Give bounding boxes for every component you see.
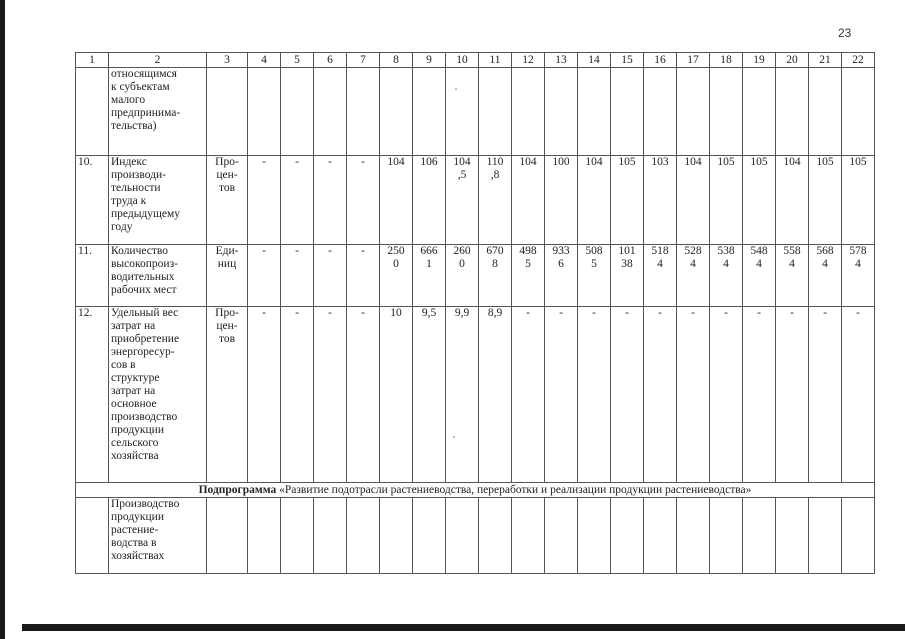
empty-cell bbox=[611, 498, 644, 574]
value-cell: 105 bbox=[611, 156, 644, 245]
value-cell: - bbox=[512, 307, 545, 483]
indicator-name-cell: относящимся к субъектам малого предпринима- тельства) bbox=[109, 68, 207, 156]
value-cell: 105 bbox=[710, 156, 743, 245]
empty-cell bbox=[413, 68, 446, 156]
column-number-cell: 4 bbox=[248, 53, 281, 68]
bottom-page-edge bbox=[22, 624, 905, 631]
value-cell: 9,9 bbox=[446, 307, 479, 483]
empty-cell bbox=[512, 498, 545, 574]
indicator-row bbox=[76, 498, 875, 574]
row-number-cell bbox=[76, 68, 109, 156]
value-cell: 538 4 bbox=[710, 245, 743, 307]
column-number-cell: 7 bbox=[347, 53, 380, 68]
column-number-cell: 2 bbox=[109, 53, 207, 68]
left-page-edge bbox=[0, 0, 5, 639]
value-cell: 933 6 bbox=[545, 245, 578, 307]
value-cell: - bbox=[776, 307, 809, 483]
indicator-row bbox=[76, 307, 875, 483]
row-number-cell: 12. bbox=[76, 307, 109, 483]
value-cell: 105 bbox=[809, 156, 842, 245]
empty-cell bbox=[314, 68, 347, 156]
column-number-cell: 11 bbox=[479, 53, 512, 68]
value-cell: 578 4 bbox=[842, 245, 875, 307]
value-cell: 106 bbox=[413, 156, 446, 245]
row-number-cell bbox=[76, 498, 109, 574]
value-cell: 518 4 bbox=[644, 245, 677, 307]
value-cell: 528 4 bbox=[677, 245, 710, 307]
value-cell: 568 4 bbox=[809, 245, 842, 307]
empty-cell bbox=[842, 498, 875, 574]
value-cell: - bbox=[611, 307, 644, 483]
page-number: 23 bbox=[838, 26, 852, 40]
row-number-cell: 10. bbox=[76, 156, 109, 245]
column-number-cell: 1 bbox=[76, 53, 109, 68]
indicator-name-cell: Удельный вес затрат на приобретение энергоресур- сов в структуре затрат на основное производство продукции сельского хозяйства bbox=[109, 307, 207, 483]
unit-cell: Про- цен- тов bbox=[207, 307, 248, 483]
column-number-cell: 17 bbox=[677, 53, 710, 68]
value-cell: 104 bbox=[776, 156, 809, 245]
value-cell: - bbox=[578, 307, 611, 483]
empty-cell bbox=[207, 498, 248, 574]
value-cell: - bbox=[809, 307, 842, 483]
empty-cell bbox=[248, 68, 281, 156]
indicator-name-cell: Производство продукции растение- водства в хозяйствах bbox=[109, 498, 207, 574]
value-cell: 548 4 bbox=[743, 245, 776, 307]
value-cell: - bbox=[545, 307, 578, 483]
value-cell: 105 bbox=[743, 156, 776, 245]
empty-cell bbox=[545, 498, 578, 574]
empty-cell bbox=[479, 498, 512, 574]
empty-cell bbox=[479, 68, 512, 156]
value-cell: 105 bbox=[842, 156, 875, 245]
value-cell: - bbox=[281, 307, 314, 483]
empty-cell bbox=[776, 498, 809, 574]
column-number-cell: 14 bbox=[578, 53, 611, 68]
indicator-row bbox=[76, 156, 875, 245]
column-number-cell: 6 bbox=[314, 53, 347, 68]
empty-cell bbox=[644, 68, 677, 156]
continued-row bbox=[76, 68, 875, 156]
value-cell: 101 38 bbox=[611, 245, 644, 307]
indicator-name-cell: Индекс производи- тельности труда к предыдущему году bbox=[109, 156, 207, 245]
empty-cell bbox=[347, 68, 380, 156]
column-number-cell: 13 bbox=[545, 53, 578, 68]
empty-cell bbox=[611, 68, 644, 156]
empty-cell bbox=[281, 68, 314, 156]
empty-cell bbox=[743, 498, 776, 574]
value-cell: - bbox=[248, 307, 281, 483]
column-number-row bbox=[76, 53, 875, 68]
column-number-cell: 19 bbox=[743, 53, 776, 68]
value-cell: - bbox=[347, 156, 380, 245]
empty-cell bbox=[314, 498, 347, 574]
empty-cell bbox=[380, 68, 413, 156]
empty-cell bbox=[776, 68, 809, 156]
value-cell: 558 4 bbox=[776, 245, 809, 307]
value-cell: - bbox=[842, 307, 875, 483]
column-number-cell: 8 bbox=[380, 53, 413, 68]
empty-cell bbox=[677, 498, 710, 574]
value-cell: 250 0 bbox=[380, 245, 413, 307]
empty-cell bbox=[578, 498, 611, 574]
value-cell: - bbox=[281, 245, 314, 307]
column-number-cell: 15 bbox=[611, 53, 644, 68]
value-cell: 666 1 bbox=[413, 245, 446, 307]
subprogram-row bbox=[76, 483, 875, 498]
value-cell: 100 bbox=[545, 156, 578, 245]
subprogram-label: Подпрограмма bbox=[198, 484, 277, 496]
value-cell: 104 bbox=[380, 156, 413, 245]
subprogram-heading: Подпрограмма «Развитие подотрасли растениеводства, переработки и реализации продукции растениеводства» bbox=[76, 483, 875, 498]
value-cell: - bbox=[347, 307, 380, 483]
empty-cell bbox=[644, 498, 677, 574]
column-number-cell: 22 bbox=[842, 53, 875, 68]
value-cell: 103 bbox=[644, 156, 677, 245]
value-cell: - bbox=[644, 307, 677, 483]
empty-cell bbox=[710, 68, 743, 156]
value-cell: - bbox=[314, 307, 347, 483]
value-cell: - bbox=[347, 245, 380, 307]
empty-cell bbox=[578, 68, 611, 156]
value-cell: - bbox=[710, 307, 743, 483]
empty-cell bbox=[248, 498, 281, 574]
column-number-cell: 3 bbox=[207, 53, 248, 68]
indicators-table bbox=[75, 52, 875, 574]
value-cell: 9,5 bbox=[413, 307, 446, 483]
value-cell: 104 bbox=[512, 156, 545, 245]
column-number-cell: 5 bbox=[281, 53, 314, 68]
column-number-cell: 20 bbox=[776, 53, 809, 68]
empty-cell bbox=[281, 498, 314, 574]
value-cell: 10 bbox=[380, 307, 413, 483]
value-cell: - bbox=[314, 156, 347, 245]
value-cell: - bbox=[314, 245, 347, 307]
empty-cell bbox=[446, 498, 479, 574]
value-cell: - bbox=[248, 245, 281, 307]
value-cell: 498 5 bbox=[512, 245, 545, 307]
unit-cell: Еди- ниц bbox=[207, 245, 248, 307]
column-number-cell: 10 bbox=[446, 53, 479, 68]
value-cell: 104 bbox=[578, 156, 611, 245]
empty-cell bbox=[347, 498, 380, 574]
column-number-cell: 16 bbox=[644, 53, 677, 68]
value-cell: 508 5 bbox=[578, 245, 611, 307]
empty-cell bbox=[512, 68, 545, 156]
row-number-cell: 11. bbox=[76, 245, 109, 307]
indicator-row bbox=[76, 245, 875, 307]
value-cell: 110 ,8 bbox=[479, 156, 512, 245]
empty-cell bbox=[809, 68, 842, 156]
value-cell: 260 0 bbox=[446, 245, 479, 307]
column-number-cell: 18 bbox=[710, 53, 743, 68]
value-cell: 104 bbox=[677, 156, 710, 245]
empty-cell bbox=[677, 68, 710, 156]
value-cell: - bbox=[743, 307, 776, 483]
value-cell: - bbox=[248, 156, 281, 245]
empty-cell bbox=[743, 68, 776, 156]
empty-cell bbox=[446, 68, 479, 156]
column-number-cell: 9 bbox=[413, 53, 446, 68]
empty-cell bbox=[809, 498, 842, 574]
value-cell: - bbox=[677, 307, 710, 483]
value-cell: - bbox=[281, 156, 314, 245]
value-cell: 8,9 bbox=[479, 307, 512, 483]
column-number-cell: 21 bbox=[809, 53, 842, 68]
value-cell: 104 ,5 bbox=[446, 156, 479, 245]
unit-cell: Про- цен- тов bbox=[207, 156, 248, 245]
empty-cell bbox=[380, 498, 413, 574]
empty-cell bbox=[842, 68, 875, 156]
value-cell: 670 8 bbox=[479, 245, 512, 307]
empty-cell bbox=[545, 68, 578, 156]
column-number-cell: 12 bbox=[512, 53, 545, 68]
empty-cell bbox=[710, 498, 743, 574]
empty-cell bbox=[413, 498, 446, 574]
indicator-name-cell: Количество высокопроиз- водительных рабочих мест bbox=[109, 245, 207, 307]
empty-cell bbox=[207, 68, 248, 156]
